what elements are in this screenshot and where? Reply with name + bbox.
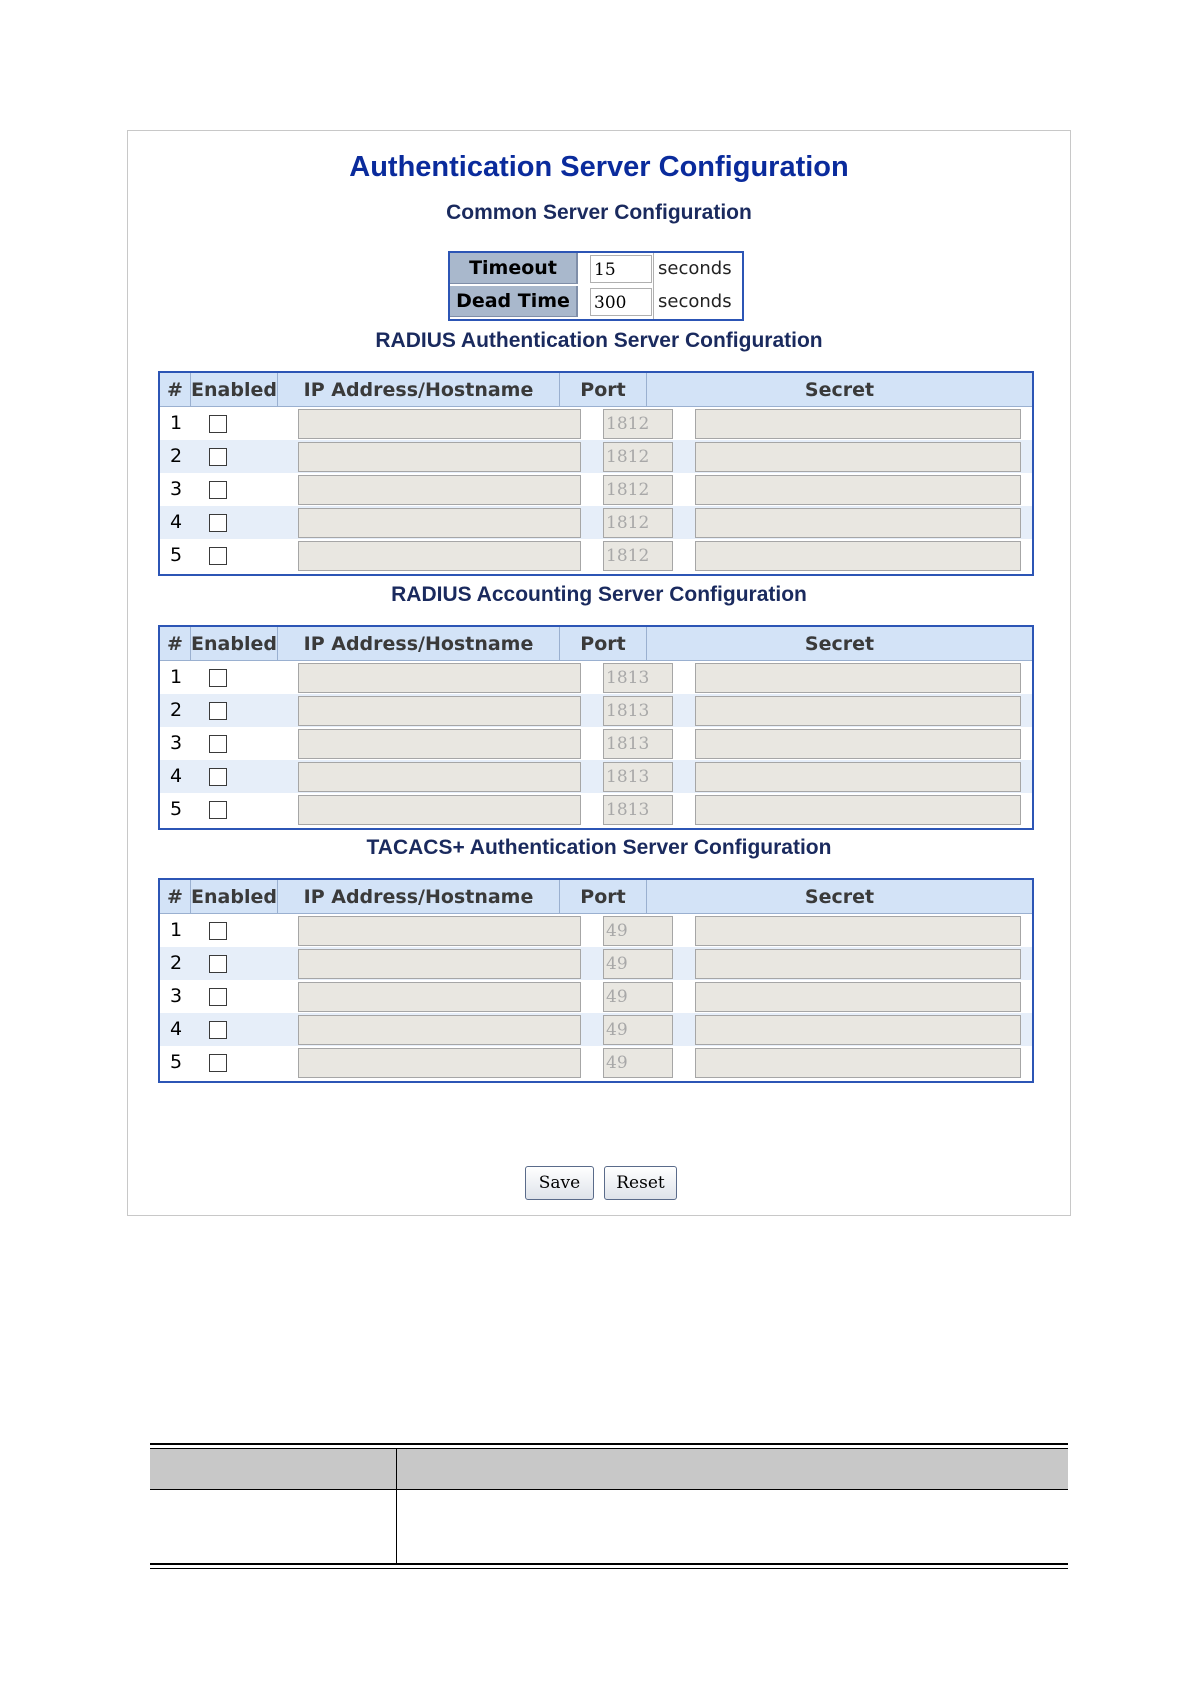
secret-input[interactable] [695,1048,1021,1078]
secret-input[interactable] [695,508,1021,538]
port-input[interactable]: 1813 [603,663,673,693]
bottom-table-rule [150,1568,1068,1569]
secret-input[interactable] [695,762,1021,792]
column-header-num: # [160,373,191,407]
ip-input[interactable] [298,1015,581,1045]
enabled-checkbox[interactable] [209,955,227,973]
row-number: 5 [170,544,183,566]
row-number: 5 [170,1051,183,1073]
table-header [160,627,1032,661]
reset-button[interactable]: Reset [604,1166,677,1200]
port-input[interactable]: 1812 [603,541,673,571]
ip-input[interactable] [298,663,581,693]
config-panel [127,130,1071,1216]
dead-time-row [450,286,742,319]
table-row [160,661,1032,694]
page-title: Authentication Server Configuration [349,151,849,183]
table-row [160,440,1032,473]
port-input[interactable]: 1813 [603,696,673,726]
table-row [160,539,1032,572]
ip-input[interactable] [298,982,581,1012]
tacacs-table [158,878,1034,1083]
enabled-checkbox[interactable] [209,481,227,499]
timeout-label: Timeout [450,253,578,284]
row-number: 3 [170,732,183,754]
ip-input[interactable] [298,409,581,439]
port-input[interactable]: 1812 [603,409,673,439]
secret-input[interactable] [695,696,1021,726]
column-header-ip: IP Address/Hostname [278,880,560,914]
column-header-enabled: Enabled [191,880,278,914]
table-row [160,1046,1032,1079]
table-row [160,793,1032,826]
secret-input[interactable] [695,1015,1021,1045]
ip-input[interactable] [298,508,581,538]
column-header-ip: IP Address/Hostname [278,373,560,407]
table-header [160,880,1032,914]
enabled-checkbox[interactable] [209,415,227,433]
enabled-checkbox[interactable] [209,547,227,565]
column-header-num: # [160,880,191,914]
table-row [160,1013,1032,1046]
table-row [160,760,1032,793]
row-number: 4 [170,765,183,787]
table-row [160,947,1032,980]
column-header-secret: Secret [804,886,875,908]
port-input[interactable]: 1812 [603,442,673,472]
port-input[interactable]: 49 [603,916,673,946]
enabled-checkbox[interactable] [209,735,227,753]
enabled-checkbox[interactable] [209,514,227,532]
port-input[interactable]: 49 [603,982,673,1012]
port-input[interactable]: 1813 [603,762,673,792]
dead-time-unit: seconds [658,291,732,312]
timeout-unit: seconds [658,258,732,279]
column-header-num: # [160,627,191,661]
enabled-checkbox[interactable] [209,768,227,786]
secret-input[interactable] [695,475,1021,505]
port-input[interactable]: 49 [603,1048,673,1078]
bottom-table-rule [150,1443,1068,1445]
bottom-table-header [150,1449,1068,1489]
column-header-port: Port [560,880,647,914]
tacacs-section-title: TACACS+ Authentication Server Configuration [366,836,832,859]
enabled-checkbox[interactable] [209,922,227,940]
dead-time-input[interactable]: 300 [590,288,652,316]
ip-input[interactable] [298,442,581,472]
table-header [160,373,1032,407]
ip-input[interactable] [298,1048,581,1078]
column-header-secret: Secret [804,379,875,401]
enabled-checkbox[interactable] [209,702,227,720]
radius-acct-table [158,625,1034,830]
timeout-input[interactable]: 15 [590,255,652,283]
row-number: 5 [170,798,183,820]
secret-input[interactable] [695,916,1021,946]
row-number: 3 [170,478,183,500]
secret-input[interactable] [695,982,1021,1012]
secret-input[interactable] [695,729,1021,759]
ip-input[interactable] [298,916,581,946]
table-row [160,980,1032,1013]
secret-input[interactable] [695,409,1021,439]
secret-input[interactable] [695,663,1021,693]
column-header-enabled: Enabled [191,627,278,661]
common-section-title: Common Server Configuration [446,201,752,224]
table-row [160,694,1032,727]
port-input[interactable]: 1812 [603,475,673,505]
port-input[interactable]: 49 [603,1015,673,1045]
bottom-table-divider [150,1489,1068,1490]
secret-input[interactable] [695,442,1021,472]
secret-input[interactable] [695,795,1021,825]
radius-acct-section-title: RADIUS Accounting Server Configuration [391,583,807,606]
row-number: 1 [170,919,183,941]
ip-input[interactable] [298,475,581,505]
table-row [160,473,1032,506]
port-input[interactable]: 1812 [603,508,673,538]
enabled-checkbox[interactable] [209,1054,227,1072]
ip-input[interactable] [298,795,581,825]
row-number: 2 [170,952,183,974]
row-number: 1 [170,412,183,434]
ip-input[interactable] [298,949,581,979]
port-input[interactable]: 1813 [603,729,673,759]
column-header-ip: IP Address/Hostname [278,627,560,661]
enabled-checkbox[interactable] [209,988,227,1006]
enabled-checkbox[interactable] [209,1021,227,1039]
ip-input[interactable] [298,729,581,759]
enabled-checkbox[interactable] [209,448,227,466]
row-number: 1 [170,666,183,688]
common-server-table [448,251,744,321]
enabled-checkbox[interactable] [209,801,227,819]
table-row [160,506,1032,539]
row-number: 2 [170,445,183,467]
radius-auth-section-title: RADIUS Authentication Server Configuration [375,329,823,352]
row-number: 4 [170,1018,183,1040]
ip-input[interactable] [298,762,581,792]
ip-input[interactable] [298,696,581,726]
ip-input[interactable] [298,541,581,571]
save-button[interactable]: Save [525,1166,594,1200]
row-number: 4 [170,511,183,533]
table-row [160,727,1032,760]
port-input[interactable]: 1813 [603,795,673,825]
timeout-row [450,253,742,286]
radius-auth-table [158,371,1034,576]
column-header-enabled: Enabled [191,373,278,407]
column-header-secret: Secret [804,633,875,655]
bottom-table-column-divider [396,1449,397,1564]
secret-input[interactable] [695,949,1021,979]
column-header-port: Port [560,627,647,661]
dead-time-label: Dead Time [450,286,578,317]
secret-input[interactable] [695,541,1021,571]
port-input[interactable]: 49 [603,949,673,979]
enabled-checkbox[interactable] [209,669,227,687]
row-number: 3 [170,985,183,1007]
table-row [160,914,1032,947]
row-number: 2 [170,699,183,721]
table-row [160,407,1032,440]
column-header-port: Port [560,373,647,407]
bottom-table-rule [150,1563,1068,1565]
